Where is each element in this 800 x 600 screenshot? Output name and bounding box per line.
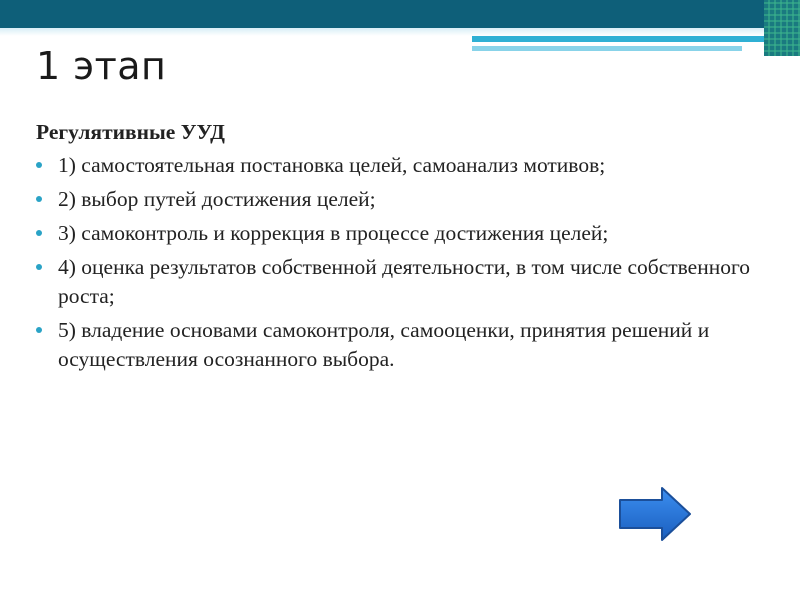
list-item-text: 4) оценка результатов собственной деятельности, в том числе собственного роста; [58, 255, 750, 308]
section-subtitle: Регулятивные УУД [36, 120, 225, 144]
bullet-dot-icon [36, 230, 42, 236]
slide-content [36, 118, 776, 379]
bullet-dot-icon [36, 162, 42, 168]
list-item [36, 151, 776, 180]
slide-title: 1 этап [36, 44, 167, 88]
top-banner [0, 0, 800, 28]
list-item-text: 5) владение основами самоконтроля, самооценки, принятия решений и осуществления осознанного выбора. [58, 318, 710, 371]
list-item [36, 219, 776, 248]
list-item [36, 316, 776, 374]
bullet-dot-icon [36, 264, 42, 270]
bullet-dot-icon [36, 196, 42, 202]
bullet-list [36, 151, 776, 374]
list-item [36, 185, 776, 214]
list-item-text: 3) самоконтроль и коррекция в процессе достижения целей; [58, 221, 609, 245]
list-item-text: 1) самостоятельная постановка целей, самоанализ мотивов; [58, 153, 606, 177]
accent-bar-secondary [472, 46, 742, 51]
next-slide-button[interactable] [618, 486, 692, 542]
corner-grid-decoration [764, 0, 800, 56]
banner-divider [0, 28, 800, 36]
bullet-dot-icon [36, 327, 42, 333]
list-item [36, 253, 776, 311]
right-arrow-icon [618, 486, 692, 542]
accent-bar [472, 36, 800, 42]
list-item-text: 2) выбор путей достижения целей; [58, 187, 376, 211]
